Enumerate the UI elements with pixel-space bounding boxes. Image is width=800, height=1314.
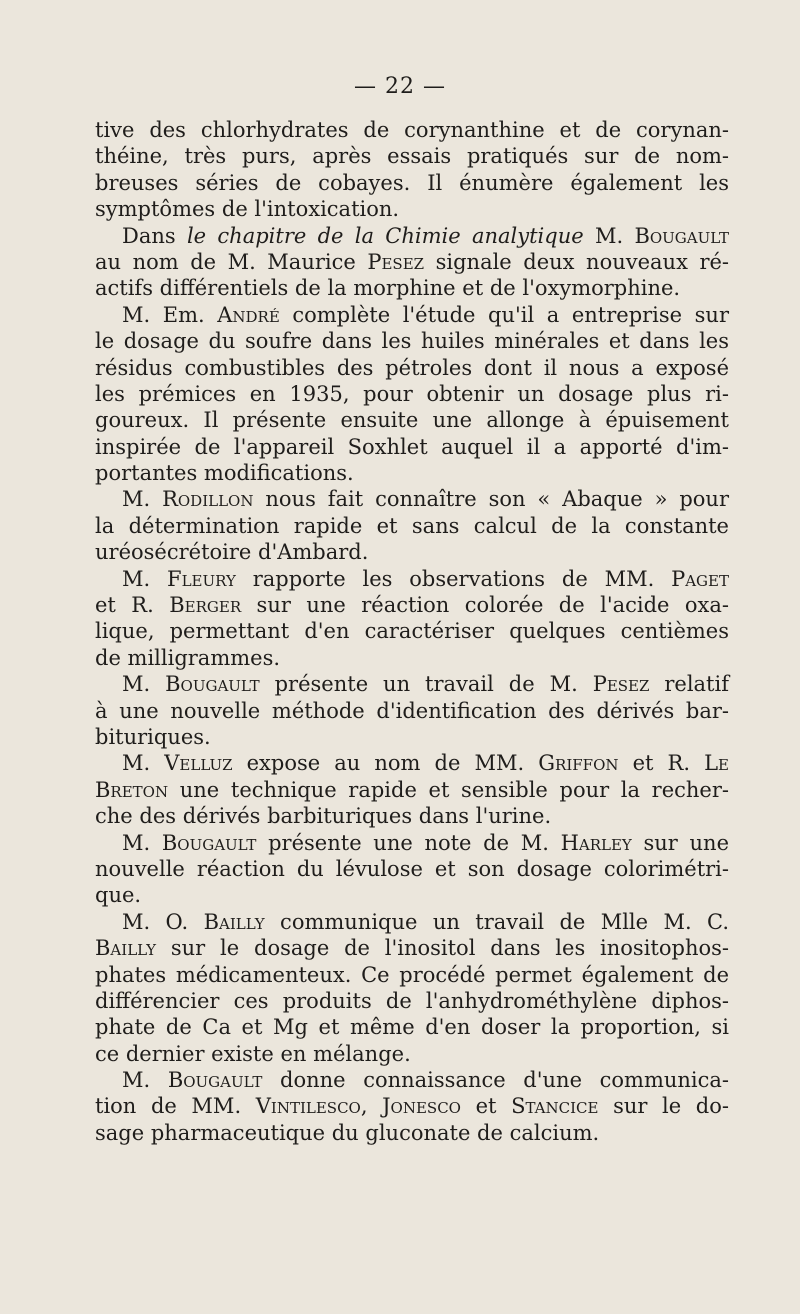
text-line: Breton une technique rapide et sensible pour la recher- [95,777,729,802]
text-line: et R. Berger sur une réaction colorée de l'acide oxa- [95,593,729,618]
text-line: au nom de M. Maurice Pesez signale deux nouveaux ré- [95,249,730,274]
text-line: ce dernier existe en mélange. [95,1041,411,1066]
text-line: M. Bougault présente une note de M. Harley sur une [122,830,729,855]
body-text [95,117,729,1146]
text-line: Bailly sur le dosage de l'inositol dans les inositophos- [95,936,729,961]
text-line: tive des chlorhydrates de corynanthine et de corynan- [95,118,729,142]
text-line: les prémices en 1935, pour obtenir un dosage plus ri- [95,381,729,406]
text-line: M. Fleury rapporte les observations de MM. Paget [122,566,729,591]
text-line: Dans le chapitre de la Chimie analytique M. Bougault [122,223,730,248]
text-line: symptômes de l'intoxication. [95,197,400,222]
text-line: résidus combustibles des pétroles dont il nous a exposé [95,355,729,380]
text-line: à une nouvelle méthode d'identification des dérivés bar- [95,698,729,723]
text-line: M. Bougault donne connaissance d'une communica- [122,1068,730,1093]
text-line: M. O. Bailly communique un travail de Mlle M. C. [122,909,729,934]
text-line: le dosage du soufre dans les huiles minérales et dans les [95,329,729,354]
text-line: sage pharmaceutique du gluconate de calcium. [95,1120,600,1145]
text-line: théine, très purs, après essais pratiqués sur de nom- [95,144,729,169]
text-line: uréosécrétoire d'Ambard. [95,540,369,565]
text-line: phate de Ca et Mg et même d'en doser la proportion, si [95,1015,729,1040]
text-line: portantes modifications. [95,461,354,486]
text-line: M. Velluz expose au nom de MM. Griffon et R. Le [122,751,729,776]
text-line: M. Em. André complète l'étude qu'il a entreprise sur [122,302,729,327]
text-line: que. [95,883,142,908]
text-line: bituriques. [95,724,211,749]
text-line: actifs différentiels de la morphine et de l'oxymorphine. [95,276,681,301]
text-line: inspirée de l'appareil Soxhlet auquel il a apporté d'im- [95,434,729,459]
text-line: M. Rodillon nous fait connaître son « Abaque » pour [122,487,729,512]
text-line: nouvelle réaction du lévulose et son dosage colorimétri- [95,856,729,881]
text-line: goureux. Il présente ensuite une allonge à épuisement [95,408,729,433]
text-line: la détermination rapide et sans calcul de la constante [95,513,729,538]
text-line: tion de MM. Vintilesco, Jonesco et Stancice sur le do- [95,1094,729,1119]
text-line: M. Bougault présente un travail de M. Pesez relatif [122,672,729,697]
text-line: de milligrammes. [95,645,281,670]
text-line: phates médicamenteux. Ce procédé permet également de [95,962,729,987]
text-line: breuses séries de cobayes. Il énumère également les [95,170,729,195]
page-number: — 22 — [354,74,446,99]
text-line: lique, permettant d'en caractériser quelques centièmes [95,619,729,644]
text-line: che des dérivés barbituriques dans l'urine. [95,804,552,829]
text-line: différencier ces produits de l'anhydrométhylène diphos- [95,988,729,1013]
